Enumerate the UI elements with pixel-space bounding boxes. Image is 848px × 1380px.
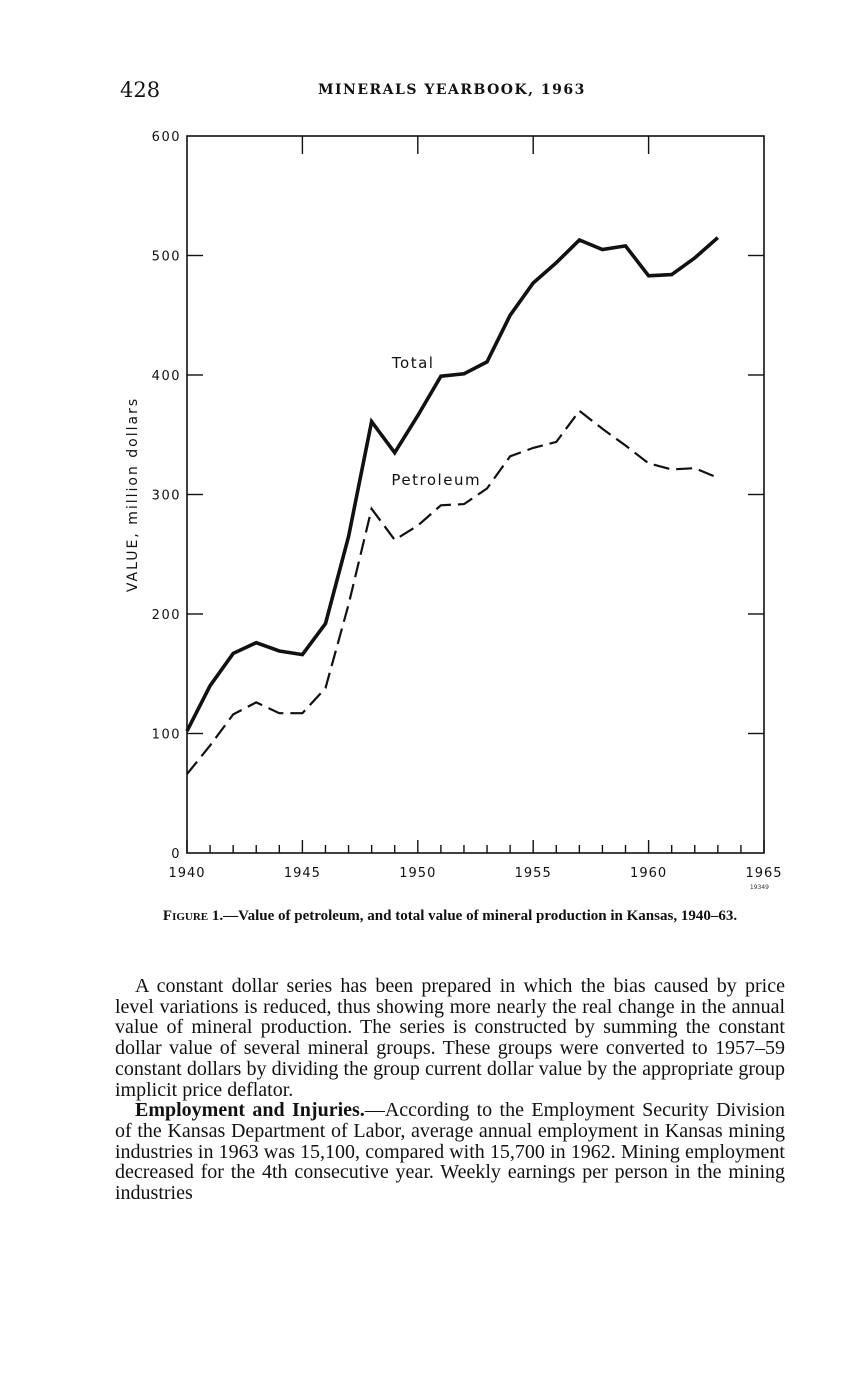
body-text <box>115 976 785 1204</box>
page-number: 428 <box>120 78 161 102</box>
x-tick-label: 1960 <box>630 866 668 881</box>
x-tick-label: 1940 <box>168 866 206 881</box>
y-tick-label: 0 <box>171 847 181 862</box>
series-label-total: Total <box>391 353 435 372</box>
figure-caption-text: —Value of petroleum, and total value of mineral production in Kansas, 1940–63. <box>223 908 738 924</box>
y-tick-label: 300 <box>151 488 181 504</box>
x-tick-label: 1955 <box>514 866 552 881</box>
series-label-petroleum: Petroleum <box>391 470 482 489</box>
employment-text: —According to the Employment Security Division of the Kansas Department of Labor, average annual employment in Kansas mining industries in 1963 was 15,100, compared with 15,700 in 1962. Mining employment decreased for the 4th consecutive year. Weekly earnings per person in the mining industries <box>115 1099 786 1205</box>
plot-frame <box>187 136 764 853</box>
figure-caption <box>115 908 785 925</box>
y-tick-label: 400 <box>151 369 181 384</box>
y-tick-label: 500 <box>151 249 181 265</box>
y-tick-label: 100 <box>151 727 181 743</box>
x-tick-label: 1945 <box>283 866 321 881</box>
paragraph-constant-dollar: A constant dollar series has been prepared in which the bias caused by price level variations is reduced, thus showing more nearly the real change in the annual value of mineral production. The series is constructed by summing the constant dollar value of several mineral groups. These groups were converted to 1957–59 constant dollars by dividing the group current dollar value by the appropriate group implicit price deflator. <box>115 975 785 1101</box>
x-tick-label: 1950 <box>399 866 437 881</box>
y-axis-label: VALUE, million dollars <box>125 396 141 593</box>
y-tick-label: 200 <box>151 608 181 623</box>
paragraph-employment <box>115 1100 785 1204</box>
series-line-petroleum <box>187 411 718 774</box>
y-tick-label: 600 <box>151 130 181 145</box>
figure-label: Figure 1. <box>162 908 224 924</box>
running-title: MINERALS YEARBOOK, 1963 <box>318 82 586 98</box>
employment-heading: Employment and Injuries. <box>135 1099 365 1122</box>
x-tick-label: 1965 <box>745 866 783 881</box>
plate-number: 19349 <box>749 884 769 891</box>
